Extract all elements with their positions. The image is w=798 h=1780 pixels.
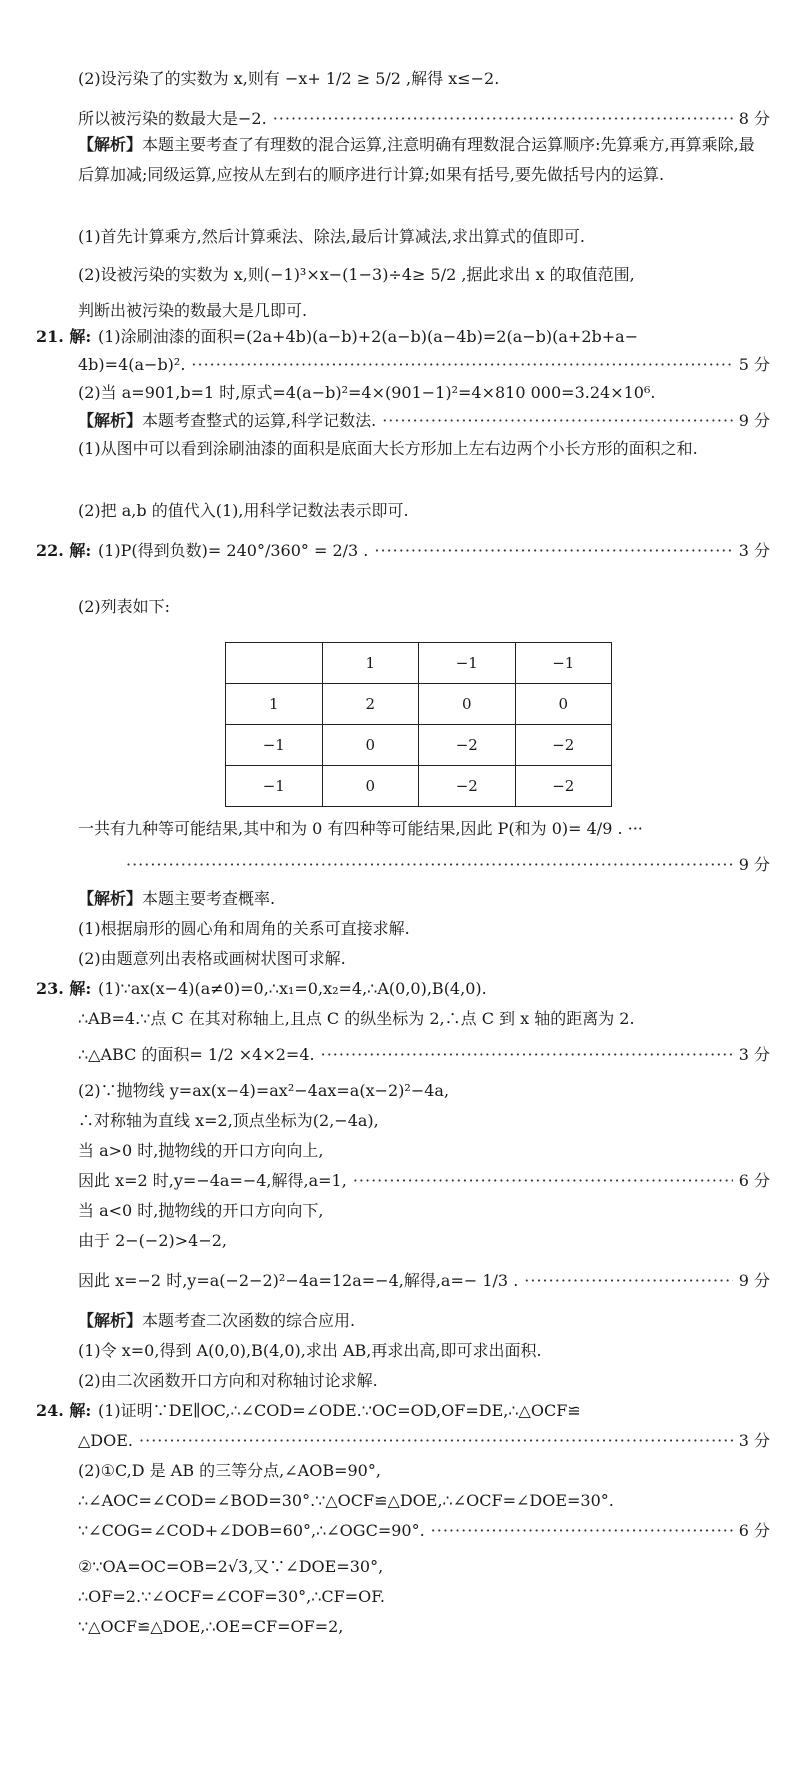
table-cell: 0: [419, 684, 516, 725]
q21-hint-2: (2)把 a,b 的值代入(1),用科学记数法表示即可.: [78, 501, 409, 520]
score-label: 8 分: [738, 109, 770, 128]
q21-part1: (1)涂刷油漆的面积=(2a+4b)(a−b)+2(a−b)(a−4b)=2(a−b)(a+2b+a−: [98, 327, 639, 346]
score-label: 9 分: [738, 855, 770, 874]
table-cell: −1: [226, 725, 323, 766]
q23-a3-text: ∴△ABC 的面积= 1/2 ×4×2=4.: [78, 1045, 315, 1064]
q24-number: 24. 解:: [36, 1401, 92, 1420]
q23-b3: 当 a>0 时,抛物线的开口方向向上,: [78, 1141, 324, 1160]
dot-leader: [126, 850, 733, 880]
q22-hint-1: (1)根据扇形的圆心角和周角的关系可直接求解.: [78, 919, 410, 938]
table-cell: 1: [226, 684, 323, 725]
q22-part2: (2)列表如下:: [78, 597, 171, 616]
q21-part1-cont: [78, 350, 770, 380]
q20-part2-line: (2)设污染了的实数为 x,则有 −x+ 1/2 ≥ 5/2 ,解得 x≤−2.: [78, 69, 500, 88]
table-cell: 0: [322, 725, 419, 766]
analysis-text: 本题主要考查了有理数的混合运算,注意明确有理数混合运算顺序:先算乘方,再算乘除,最后算加减;同级运算,应按从左到右的顺序进行计算;如果有括号,要先做括号内的运算.: [78, 135, 755, 184]
table-row: [226, 766, 612, 807]
q22-result-score: [120, 850, 770, 880]
dot-leader: [191, 350, 732, 380]
q24-a1: (1)证明∵DE∥OC,∴∠COD=∠ODE.∵OC=OD,OF=DE,∴△OCF≌: [98, 1401, 581, 1420]
q24-b2: ∴∠AOC=∠COD=∠BOD=30°.∵△OCF≌△DOE,∴∠OCF=∠DOE=30°.: [78, 1491, 614, 1510]
q24-b3: [78, 1516, 770, 1546]
table-cell: −2: [419, 766, 516, 807]
table-cell: 2: [322, 684, 419, 725]
sum-table: [225, 642, 612, 807]
q22-number: 22. 解:: [36, 541, 92, 560]
dot-leader: [431, 1516, 733, 1546]
q23-b1: (2)∵抛物线 y=ax(x−4)=ax²−4ax=a(x−2)²−4a,: [78, 1081, 450, 1100]
q22-result: 一共有九种等可能结果,其中和为 0 有四种等可能结果,因此 P(和为 0)= 4/9 . ···: [78, 819, 643, 838]
q23-b6: 由于 2−(−2)>4−2,: [78, 1231, 228, 1250]
score-label: 6 分: [738, 1171, 770, 1190]
table-cell: −2: [515, 766, 612, 807]
dot-leader: [382, 406, 733, 436]
q20-hint-2: (2)设被污染的实数为 x,则(−1)³×x−(1−3)÷4≥ 5/2 ,据此求出 x 的取值范围,: [78, 265, 635, 284]
dot-leader: [374, 536, 732, 566]
q24-a1-cont: [78, 1426, 770, 1456]
analysis-tag: 【解析】: [78, 889, 143, 908]
table-row: [226, 684, 612, 725]
q23-b7-text: 因此 x=−2 时,y=a(−2−2)²−4a=12a=−4,解得,a=− 1/3 .: [78, 1271, 519, 1290]
q21-number: 21. 解:: [36, 327, 92, 346]
analysis-body: 本题考查二次函数的综合应用.: [142, 1311, 356, 1330]
score-label: 3 分: [738, 1431, 770, 1450]
q20-hint-2-cont: 判断出被污染的数最大是几即可.: [78, 301, 308, 320]
q24-b3-text: ∵∠COG=∠COD+∠DOB=60°,∴∠OGC=90°.: [78, 1521, 425, 1540]
q23-b5: 当 a<0 时,抛物线的开口方向向下,: [78, 1201, 324, 1220]
table-cell: [226, 643, 323, 684]
dot-leader: [524, 1266, 732, 1296]
score-label: 9 分: [738, 411, 770, 430]
q22-part1-text: (1)P(得到负数)= 240°/360° = 2/3 .: [98, 541, 369, 560]
q20-hint-1: (1)首先计算乘方,然后计算乘法、除法,最后计算减法,求出算式的值即可.: [78, 227, 586, 246]
table-cell: −2: [515, 725, 612, 766]
q23-a2: ∴AB=4.∵点 C 在其对称轴上,且点 C 的纵坐标为 2,∴点 C 到 x 轴的距离为 2.: [78, 1009, 635, 1028]
q23-b4: [78, 1166, 770, 1196]
analysis-body: 本题考查整式的运算,科学记数法.: [142, 411, 377, 430]
table-cell: −1: [515, 643, 612, 684]
q23-a1: (1)∵ax(x−4)(a≠0)=0,∴x₁=0,x₂=4,∴A(0,0),B(4,0).: [98, 979, 487, 998]
q21-part1-result: 4b)=4(a−b)².: [78, 355, 186, 374]
analysis-tag: 【解析】: [78, 411, 143, 430]
q24-c1: ②∵OA=OC=OB=2√3,又∵∠DOE=30°,: [78, 1557, 384, 1576]
q23-b2: ∴对称轴为直线 x=2,顶点坐标为(2,−4a),: [78, 1111, 379, 1130]
score-label: 6 分: [738, 1521, 770, 1540]
score-label: 3 分: [738, 541, 770, 560]
q22-part1: [98, 536, 770, 566]
q23-hint-2: (2)由二次函数开口方向和对称轴讨论求解.: [78, 1371, 378, 1390]
q24-c2: ∴OF=2.∵∠OCF=∠COF=30°,∴CF=OF.: [78, 1587, 385, 1606]
q20-conclusion-text: 所以被污染的数最大是−2.: [78, 109, 267, 128]
table-cell: −1: [419, 643, 516, 684]
q23-number: 23. 解:: [36, 979, 92, 998]
analysis-tag: 【解析】: [78, 135, 143, 154]
dot-leader: [321, 1040, 733, 1070]
q23-b4-text: 因此 x=2 时,y=−4a=−4,解得,a=1,: [78, 1171, 347, 1190]
table-cell: −1: [226, 766, 323, 807]
table-cell: −2: [419, 725, 516, 766]
q21-part2: (2)当 a=901,b=1 时,原式=4(a−b)²=4×(901−1)²=4×810 000=3.24×10⁶.: [78, 383, 656, 402]
q24-b1: (2)①C,D 是 AB 的三等分点,∠AOB=90°,: [78, 1461, 381, 1480]
table-row: [226, 643, 612, 684]
q20-analysis: [78, 130, 770, 190]
q22-hint-2: (2)由题意列出表格或画树状图可求解.: [78, 949, 346, 968]
q24-a1-cont-text: △DOE.: [78, 1431, 134, 1450]
dot-leader: [353, 1166, 733, 1196]
table-cell: 0: [322, 766, 419, 807]
q23-analysis: [78, 1306, 770, 1336]
score-label: 9 分: [738, 1271, 770, 1290]
q24-c3: ∵△OCF≌△DOE,∴OE=CF=OF=2,: [78, 1617, 344, 1636]
table-cell: 0: [515, 684, 612, 725]
score-label: 3 分: [738, 1045, 770, 1064]
q23-hint-1: (1)令 x=0,得到 A(0,0),B(4,0),求出 AB,再求出高,即可求出面积.: [78, 1341, 542, 1360]
q23-b7: [78, 1266, 770, 1296]
dot-leader: [139, 1426, 733, 1456]
analysis-body: 本题主要考查概率.: [142, 889, 276, 908]
q21-hint-1: (1)从图中可以看到涂刷油漆的面积是底面大长方形加上左右边两个小长方形的面积之和.: [78, 439, 698, 458]
q22-analysis: [78, 884, 770, 914]
table-cell: 1: [322, 643, 419, 684]
analysis-tag: 【解析】: [78, 1311, 143, 1330]
q21-analysis-text: [78, 406, 376, 436]
table-row: [226, 725, 612, 766]
q23-a3: [78, 1040, 770, 1070]
score-label: 5 分: [738, 355, 770, 374]
q21-analysis: [78, 406, 770, 436]
